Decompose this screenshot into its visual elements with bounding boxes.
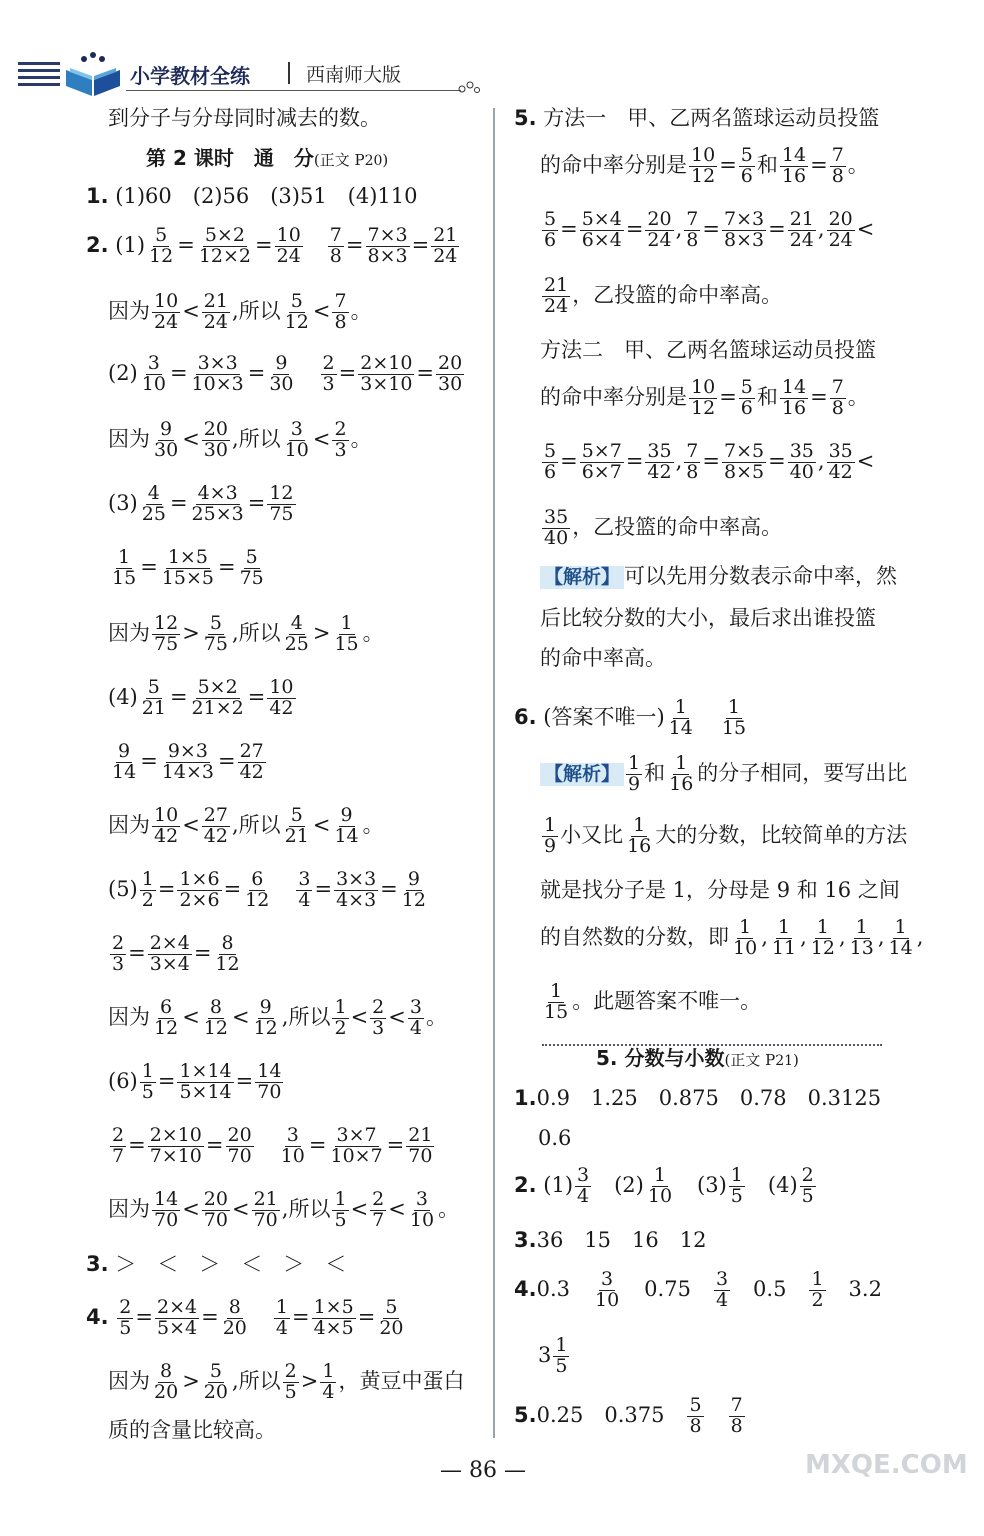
analysis-tag: 【解析】	[540, 566, 624, 589]
page-number: — 86 —	[440, 1458, 526, 1483]
sec5-answer-3: 3.36 15 16 12	[514, 1228, 707, 1252]
dots-decoration-icon	[458, 80, 480, 94]
answer-5-method-2-conclusion: $\frac{35}{40}$ ，乙投篮的命中率高。	[544, 506, 783, 549]
sec5-answer-1: 1.0.9 1.25 0.875 0.78 0.3125	[514, 1086, 882, 1110]
sec5-answer-1b: 0.6	[538, 1126, 572, 1150]
header-divider	[288, 62, 290, 84]
column-divider	[493, 108, 495, 1438]
answer-2-part-2: (2) $\frac{3}{10}$ = $\frac{3\times 3}{10\times 3}$ = $\frac{9}{30}$ $\frac{2}{3}$ = $\frac{2\times 10}{3\times 10}$ = $\frac{20}{30}$	[108, 352, 463, 395]
answer-2-part-4: (4) $\frac{5}{21}$ = $\frac{5\times 2}{21\times 2}$ = $\frac{10}{42}$	[108, 676, 294, 719]
answer-2-part-3: (3) $\frac{4}{25}$ = $\frac{4\times 3}{25\times 3}$ = $\frac{12}{75}$	[108, 482, 294, 525]
analysis-5-line-3: 的命中率高。	[540, 646, 666, 670]
sec5-answer-2: 2. (1) $\frac{3}{4}$ (2) $\frac{1}{10}$ (3) $\frac{1}{5}$ (4) $\frac{2}{5}$	[514, 1164, 814, 1207]
analysis-tag: 【解析】	[540, 763, 624, 786]
answer-5-method-1-rates: 的命中率分别是 $\frac{10}{12}$ = $\frac{5}{6}$ 和 $\frac{14}{16}$ = $\frac{7}{8}$ 。	[540, 144, 869, 187]
analysis-6-line-3: 就是找分子是 1，分母是 9 和 16 之间	[540, 878, 900, 902]
answer-2-part-5: (5) $\frac{1}{2}$ = $\frac{1\times 6}{2\times 6}$ = $\frac{6}{12}$ $\frac{3}{4}$ = $\frac{3\times 3}{4\times 3}$ = $\frac{9}{12}$	[108, 868, 426, 911]
page-header	[18, 50, 468, 102]
answer-2-part-3b: $\frac{1}{15}$ = $\frac{1\times 5}{15\times 5}$ = $\frac{5}{75}$	[112, 546, 264, 589]
answer-5-method-2-calc: $\frac{5}{6}$ = $\frac{5\times 7}{6\times 7}$ = $\frac{35}{42}$ , $\frac{7}{8}$ = $\frac{7\times 5}{8\times 5}$ = $\frac{35}{40}$ , $\frac{35}{42}$ <	[544, 440, 875, 483]
answer-2-part-1-conclusion: 因为 $\frac{10}{24}$ < $\frac{21}{24}$ ,所以 $\frac{5}{12}$ < $\frac{7}{8}$ 。	[108, 290, 372, 333]
answer-5-method-1: 5. 方法一 甲、乙两名篮球运动员投篮	[514, 106, 880, 130]
answer-2-part-2-conclusion: 因为 $\frac{9}{30}$ < $\frac{20}{30}$ ,所以 $\frac{3}{10}$ < $\frac{2}{3}$ 。	[108, 418, 372, 461]
answer-2-part-6: (6) $\frac{1}{5}$ = $\frac{1\times 14}{5\times 14}$ = $\frac{14}{70}$	[108, 1060, 282, 1103]
answer-2-part-4-conclusion: 因为 $\frac{10}{42}$ < $\frac{27}{42}$ ,所以 $\frac{5}{21}$ < $\frac{9}{14}$ 。	[108, 804, 384, 847]
answer-5-method-2-rates: 的命中率分别是 $\frac{10}{12}$ = $\frac{5}{6}$ 和 $\frac{14}{16}$ = $\frac{7}{8}$ 。	[540, 376, 869, 419]
watermark: MXQE.COM	[805, 1450, 968, 1480]
sec5-answer-5: 5.0.25 0.375 $\frac{5}{8}$ $\frac{7}{8}$	[514, 1394, 743, 1437]
answer-4-conclusion-end: 质的含量比较高。	[108, 1418, 276, 1442]
answer-2-part-6b: $\frac{2}{7}$ = $\frac{2\times 10}{7\times 10}$ = $\frac{20}{70}$ $\frac{3}{10}$ = $\frac{3\times 7}{10\times 7}$ = $\frac{21}{70}$	[112, 1124, 433, 1167]
answer-2-part-4b: $\frac{9}{14}$ = $\frac{9\times 3}{14\times 3}$ = $\frac{27}{42}$	[112, 740, 264, 783]
answer-1: 1. (1)60 (2)56 (3)51 (4)110	[86, 184, 418, 208]
answer-2-part-3-conclusion: 因为 $\frac{12}{75}$ > $\frac{5}{75}$ ,所以 $\frac{4}{25}$ > $\frac{1}{15}$ 。	[108, 612, 384, 655]
answer-2-part-1: 2. (1) $\frac{5}{12}$ = $\frac{5\times 2}{12\times 2}$ = $\frac{10}{24}$ $\frac{7}{8}$ = $\frac{7\times 3}{8\times 3}$ = $\frac{21}{24}$	[86, 224, 458, 267]
sec5-answer-4: 4.0.3 $\frac{3}{10}$ 0.75 $\frac{3}{4}$ 0.5 $\frac{1}{2}$ 3.2	[514, 1268, 882, 1311]
sec5-answer-4b: 3 $\frac{1}{5}$	[538, 1334, 568, 1377]
header-title: 小学教材全练	[130, 64, 250, 88]
header-underline	[126, 90, 461, 91]
analysis-5-line-2: 后比较分数的大小，最后求出谁投篮	[540, 606, 876, 630]
answer-2-part-5b: $\frac{2}{3}$ = $\frac{2\times 4}{3\times 4}$ = $\frac{8}{12}$	[112, 932, 240, 975]
header-lines-decoration	[18, 58, 60, 90]
answer-3: 3. ＞ ＜ ＞ ＜ ＞ ＜	[86, 1252, 347, 1276]
answer-5-method-2: 方法二 甲、乙两名篮球运动员投篮	[540, 338, 876, 362]
answer-5-method-1-conclusion: $\frac{21}{24}$ ，乙投篮的命中率高。	[544, 274, 783, 317]
analysis-6-line-5: $\frac{1}{15}$ 。此题答案不唯一。	[544, 980, 762, 1023]
answer-6: 6. (答案不唯一) $\frac{1}{14}$ $\frac{1}{15}$	[514, 696, 747, 739]
analysis-5-line-1: 【解析】 可以先用分数表示命中率，然	[540, 566, 897, 589]
book-logo-icon	[62, 50, 124, 98]
answer-2-part-5-conclusion: 因为 $\frac{6}{12}$ < $\frac{8}{12}$ < $\frac{9}{12}$ ,所以 $\frac{1}{2}$ < $\frac{2}{3}$ < $\frac{3}{4}$ 。	[108, 996, 447, 1039]
answer-4: 4. $\frac{2}{5}$ = $\frac{2\times 4}{5\times 4}$ = $\frac{8}{20}$ $\frac{1}{4}$ = $\frac{1\times 5}{4\times 5}$ = $\frac{5}{20}$	[86, 1296, 404, 1339]
header-edition: 西南师大版	[306, 64, 402, 86]
analysis-6-line-2: $\frac{1}{9}$ 小又比 $\frac{1}{16}$ 大的分数，比较简单的方法	[544, 814, 908, 857]
section-5-title: 5. 分数与小数(正文 P21)	[596, 1046, 799, 1070]
answer-5-method-1-calc: $\frac{5}{6}$ = $\frac{5\times 4}{6\times 4}$ = $\frac{20}{24}$ , $\frac{7}{8}$ = $\frac{7\times 3}{8\times 3}$ = $\frac{21}{24}$ , $\frac{20}{24}$ <	[544, 208, 875, 251]
analysis-6-line-4: 的自然数的分数，即 $\frac{1}{10}$ , $\frac{1}{11}$ , $\frac{1}{12}$ , $\frac{1}{13}$ , $\frac{1}{14}$ ,	[540, 916, 924, 959]
answer-4-conclusion: 因为 $\frac{8}{20}$ > $\frac{5}{20}$ ,所以 $\frac{2}{5}$ > $\frac{1}{4}$ ，黄豆中蛋白	[108, 1360, 465, 1403]
continued-text: 到分子与分母同时减去的数。	[108, 106, 381, 130]
answer-2-part-6-conclusion: 因为 $\frac{14}{70}$ < $\frac{20}{70}$ < $\frac{21}{70}$ ,所以 $\frac{1}{5}$ < $\frac{2}{7}$ < $\frac{3}{10}$ 。	[108, 1188, 460, 1231]
analysis-6-line-1: 【解析】 $\frac{1}{9}$ 和 $\frac{1}{16}$ 的分子相同，要写出比	[540, 754, 907, 795]
lesson-title: 第 2 课时 通 分(正文 P20)	[146, 146, 389, 170]
